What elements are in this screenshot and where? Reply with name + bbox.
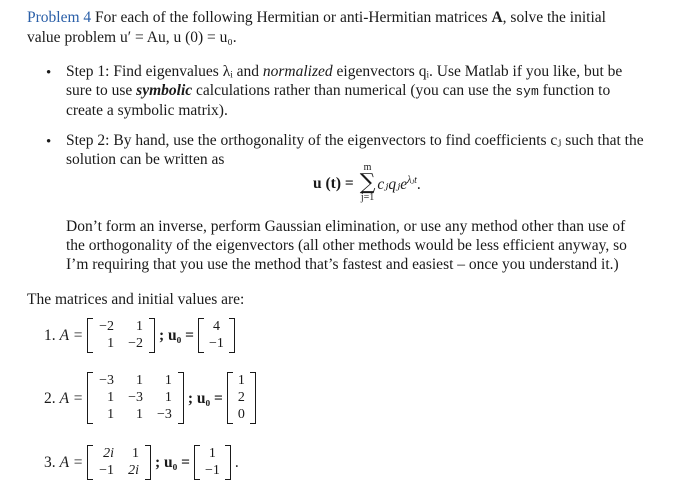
matrix-lhs: A = bbox=[59, 454, 84, 471]
step1-after-normalized: eigenvectors qᵢ. Use Matlab if you like, but be bbox=[336, 63, 623, 80]
step1-block bbox=[66, 62, 678, 120]
step2-line2: solution can be written as bbox=[66, 151, 225, 168]
matrix-cell: −1 bbox=[99, 463, 115, 478]
instructions-line1: Don’t form an inverse, perform Gaussian elimination, or use any method other than use of bbox=[66, 218, 626, 235]
instructions-line3: I’m requiring that you use the method that’s fastest and easiest – once you understand it.) bbox=[66, 256, 619, 273]
matrix-problem-1 bbox=[44, 318, 239, 353]
matrix-cell: 1 bbox=[107, 407, 115, 422]
matrix-cell: 1 bbox=[164, 390, 172, 405]
vector-cell: 0 bbox=[237, 407, 245, 422]
sum-upper-limit: m bbox=[363, 162, 372, 173]
problem-label: Problem 4 bbox=[27, 9, 92, 26]
matrix-cell: −3 bbox=[156, 407, 172, 422]
matrix-A bbox=[87, 318, 155, 353]
matrix-A bbox=[87, 445, 151, 480]
step1-normalized: normalized bbox=[262, 63, 333, 80]
vector-cell: 2 bbox=[237, 390, 245, 405]
vector-u0 bbox=[198, 318, 235, 353]
u0-label: ; u₀ = bbox=[154, 454, 190, 471]
problem-statement bbox=[27, 8, 677, 27]
matrix-cell: −3 bbox=[99, 373, 115, 388]
step1-line2b: calculations rather than numerical (you can use the bbox=[196, 82, 512, 99]
u0-label: ; u₀ = bbox=[158, 327, 194, 344]
vector-cell: 1 bbox=[237, 373, 245, 388]
step1-symbolic: symbolic bbox=[136, 82, 193, 99]
instructions-line2: the orthogonality of the eigenvectors (all other methods would be less efficient anyway, so bbox=[66, 237, 627, 254]
vector-cell: −1 bbox=[208, 336, 224, 351]
matrix-lhs: A = bbox=[59, 327, 84, 344]
sum-lower-limit: j=1 bbox=[360, 192, 375, 203]
vector-u0 bbox=[194, 445, 231, 480]
instructions-block bbox=[66, 217, 678, 274]
matrix-cell: −2 bbox=[99, 319, 115, 334]
matrix-cell: 1 bbox=[107, 390, 115, 405]
matrix-cell: 2i bbox=[128, 463, 139, 478]
matrix-cell: 1 bbox=[164, 373, 172, 388]
step1-sym-code: sym bbox=[515, 84, 539, 99]
formula-exponent: λⱼt bbox=[407, 175, 417, 187]
vector-u0 bbox=[227, 372, 256, 424]
vector-cell: 1 bbox=[208, 446, 216, 461]
problem-end: . bbox=[234, 454, 239, 471]
problem-number: 3. bbox=[44, 454, 56, 471]
solution-formula bbox=[313, 163, 425, 203]
matrix-problem-2 bbox=[44, 372, 260, 424]
matrix-lhs: A = bbox=[59, 389, 84, 407]
bullet-icon: • bbox=[46, 134, 52, 150]
step1-lead: Step 1: Find eigenvalues λᵢ and bbox=[66, 63, 260, 80]
formula-end: . bbox=[416, 176, 421, 194]
matrix-cell: −2 bbox=[128, 336, 143, 351]
vector-cell: −1 bbox=[204, 463, 220, 478]
formula-body: cⱼqⱼe bbox=[377, 176, 408, 194]
matrix-cell: 1 bbox=[131, 446, 139, 461]
matrix-symbol: A bbox=[491, 9, 503, 26]
matrix-cell: −3 bbox=[128, 390, 143, 405]
problem-intro-end: , solve the initial bbox=[502, 9, 606, 26]
step2-line1: Step 2: By hand, use the orthogonality of the eigenvectors to find coefficients cⱼ such that the bbox=[66, 132, 644, 149]
matrix-cell: 1 bbox=[107, 336, 115, 351]
step1-line2a: sure to use bbox=[66, 82, 133, 99]
step1-line3: create a symbolic matrix). bbox=[66, 102, 228, 119]
matrix-A bbox=[87, 372, 184, 424]
matrix-cell: 1 bbox=[135, 407, 143, 422]
summation-icon: m ∑ j=1 bbox=[359, 162, 376, 203]
formula-lhs: u (t) = bbox=[313, 174, 354, 192]
problem-intro: For each of the following Hermitian or anti-Hermitian matrices bbox=[95, 9, 488, 26]
vector-cell: 4 bbox=[212, 319, 220, 334]
matrices-intro: The matrices and initial values are: bbox=[27, 291, 245, 308]
matrix-cell: 2i bbox=[103, 446, 115, 461]
problem-line-2: value problem u′ = Au, u (0) = u₀. bbox=[27, 29, 237, 46]
matrix-cell: 1 bbox=[135, 373, 143, 388]
u0-label: ; u₀ = bbox=[187, 389, 223, 407]
problem-number: 1. bbox=[44, 327, 56, 344]
matrix-cell: 1 bbox=[135, 319, 143, 334]
problem-number: 2. bbox=[44, 389, 56, 407]
step1-line2c: function to bbox=[542, 82, 611, 99]
bullet-icon: • bbox=[46, 65, 52, 81]
matrix-problem-3 bbox=[44, 445, 243, 480]
